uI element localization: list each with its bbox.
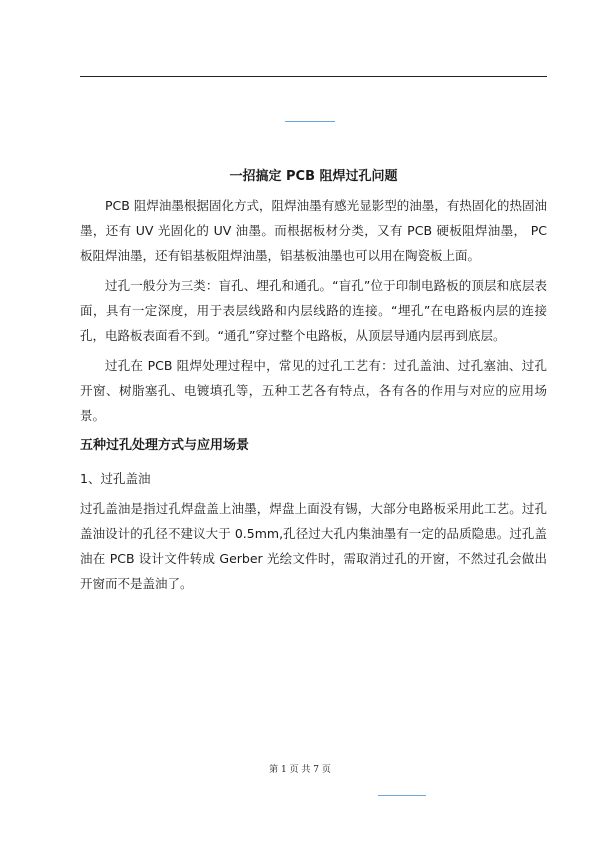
header-link-underline [285,121,335,122]
section-heading: 五种过孔处理方式与应用场景 [80,438,250,453]
paragraph-via-types: 过孔一般分为三类：盲孔、埋孔和通孔。“盲孔”位于印制电路板的顶层和底层表面，具有一定深度，用于表层线路和内层线路的连接。“埋孔”在电路板内层的连接孔，电路板表面看不到。“通孔”穿过整个电路板，从顶层导通内层再到底层。 [80,278,547,343]
document-body [80,164,547,596]
paragraph-via-processes: 过孔在 PCB 阻焊处理过程中，常见的过孔工艺有：过孔盖油、过孔塞油、过孔开窗、树脂塞孔、电镀填孔等，五种工艺各有特点，各有各的作用与对应的应用场景。 [80,358,547,423]
header-rule [80,76,547,77]
document-title: 一招搞定 PCB 阻焊过孔问题 [229,169,398,184]
page-number: 第 1 页 共 7 页 [269,765,331,775]
footer-link-underline [378,795,426,796]
paragraph-via-tenting: 过孔盖油是指过孔焊盘盖上油墨，焊盘上面没有锡，大部分电路板采用此工艺。过孔盖油设计的孔径不建议大于 0.5mm,孔径过大孔内集油墨有一定的品质隐患。过孔盖油在 PCB 设计文件转成 Gerber 光绘文件时，需取消过孔的开窗，不然过孔会做出开窗而不是盖油了。 [80,501,547,591]
paragraph-solder-ink: PCB 阻焊油墨根据固化方式，阻焊油墨有感光显影型的油墨，有热固化的热固油墨，还有 UV 光固化的 UV 油墨。而根据板材分类，又有 PCB 硬板阻焊油墨， PC 板阻焊油墨，还有铝基板阻焊油墨，铝基板油墨也可以用在陶瓷板上面。 [80,198,547,263]
subsection-heading: 1、过孔盖油 [80,471,151,486]
